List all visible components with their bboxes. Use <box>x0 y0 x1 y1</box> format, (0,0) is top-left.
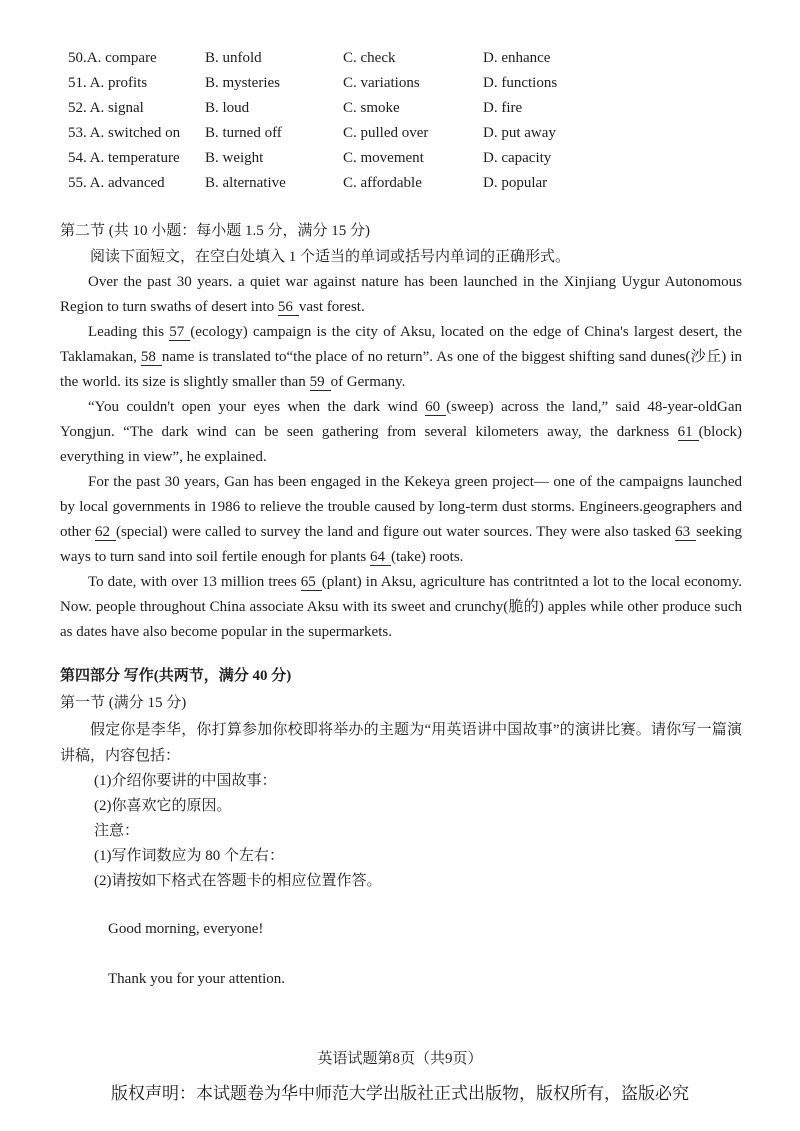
options-row <box>68 46 742 71</box>
cloze-blank-58: 58 <box>141 349 162 366</box>
writing-prompt: 假定你是李华，你打算参加你校即将举办的主题为“用英语讲中国故事”的演讲比赛。请你写一篇演讲稿，内容包括： <box>60 722 742 764</box>
option-cell: 51. A. profits <box>68 75 148 91</box>
cloze-paragraph: “You couldn't open your eyes when the dark wind 60 (sweep) across the land,” said 48-year-oldGan Yongjun. “The dark wind can be seen gathering from several kilometers away, the darkness 61 (block) everything in view”, he explained. <box>60 399 743 465</box>
cloze-paragraph: For the past 30 years, Gan has been engaged in the Kekeya green project— one of the campaigns launched by local governments in 1986 to relieve the trouble caused by long-term dust storms. Engineers.geographers and other 62 (special) were called to survey the land and figure out water sources. They were also tasked 63 seeking ways to turn sand into soil fertile enough for plants 64 (take) roots. <box>60 474 742 565</box>
cloze-blank-61: 61 <box>678 424 699 441</box>
option-cell: C. affordable <box>343 175 422 191</box>
cloze-paragraph: Over the past 30 years. a quiet war against nature has been launched in the Xinjiang Uygur Autonomous Region to turn swaths of desert into 56 vast forest. <box>60 274 742 315</box>
options-row <box>68 146 742 171</box>
options-row <box>68 96 742 121</box>
writing-notes-label: 注意： <box>94 823 140 839</box>
option-cell: D. capacity <box>483 150 552 166</box>
page-footer <box>0 1048 800 1106</box>
option-cell: B. turned off <box>205 125 282 141</box>
option-cell: D. functions <box>483 75 558 91</box>
option-cell: 52. A. signal <box>68 100 144 116</box>
options-row <box>68 121 742 146</box>
option-cell: C. smoke <box>343 100 400 116</box>
options-row <box>68 171 742 196</box>
footer-page-number: 英语试题第8页（共9页） <box>317 1051 483 1067</box>
section2-heading: 第二节 (共 10 小题：每小题 1.5 分，满分 15 分) <box>60 223 370 239</box>
option-cell: C. pulled over <box>343 125 429 141</box>
cloze-paragraph: To date, with over 13 million trees 65 (plant) in Aksu, agriculture has contritnted a lot to the local economy. Now. people throughout China associate Aksu with its sweet and crunchy(脆的) apples while other produce such as dates have also become popular in the supermarkets. <box>60 574 742 640</box>
cloze-paragraph: Leading this 57 (ecology) campaign is the city of Aksu, located on the edge of China's largest desert, the Taklamakan, 58 name is translated to“the place of no return”. As one of the biggest shifting sand dunes(沙丘) in the world. its size is slightly smaller than 59 of Germany. <box>60 324 742 390</box>
option-cell: D. popular <box>483 175 548 191</box>
option-cell: 54. A. temperature <box>68 150 180 166</box>
option-cell: 53. A. switched on <box>68 125 181 141</box>
option-cell: B. alternative <box>205 175 286 191</box>
option-cell: D. enhance <box>483 50 551 66</box>
option-cell: B. mysteries <box>205 75 280 91</box>
writing-point-2: (2)你喜欢它的原因。 <box>94 798 232 814</box>
cloze-blank-62: 62 <box>95 524 116 541</box>
speech-closing-line: Thank you for your attention. <box>108 971 286 987</box>
cloze-blank-65: 65 <box>301 574 322 591</box>
cloze-options-table <box>68 46 742 196</box>
option-cell: B. loud <box>205 100 250 116</box>
section4-heading: 第四部分 写作(共两节，满分 40 分) <box>60 668 292 684</box>
option-cell: B. weight <box>205 150 264 166</box>
cloze-blank-64: 64 <box>370 549 391 566</box>
cloze-blank-60: 60 <box>425 399 446 416</box>
options-row <box>68 71 742 96</box>
writing-note-2: (2)请按如下格式在答题卡的相应位置作答。 <box>94 873 382 889</box>
cloze-blank-59: 59 <box>310 374 331 391</box>
option-cell: C. variations <box>343 75 420 91</box>
writing-note-1: (1)写作词数应为 80 个左右： <box>94 848 284 864</box>
option-cell: C. movement <box>343 150 424 166</box>
option-cell: 55. A. advanced <box>68 175 165 191</box>
option-cell: D. put away <box>483 125 556 141</box>
writing-point-1: (1)介绍你要讲的中国故事： <box>94 773 277 789</box>
cloze-blank-56: 56 <box>278 299 299 316</box>
option-cell: C. check <box>343 50 396 66</box>
speech-opening-line: Good morning, everyone! <box>108 921 264 937</box>
option-cell: B. unfold <box>205 50 262 66</box>
cloze-blank-57: 57 <box>169 324 190 341</box>
option-cell: 50.A. compare <box>68 50 157 66</box>
option-cell: D. fire <box>483 100 523 116</box>
cloze-blank-63: 63 <box>675 524 696 541</box>
footer-copyright: 版权声明：本试题卷为华中师范大学出版社正式出版物，版权所有，盗版必究 <box>111 1084 689 1103</box>
section2-instruction: 阅读下面短文，在空白处填入 1 个适当的单词或括号内单词的正确形式。 <box>90 249 571 265</box>
section4-subheading: 第一节 (满分 15 分) <box>60 695 187 711</box>
